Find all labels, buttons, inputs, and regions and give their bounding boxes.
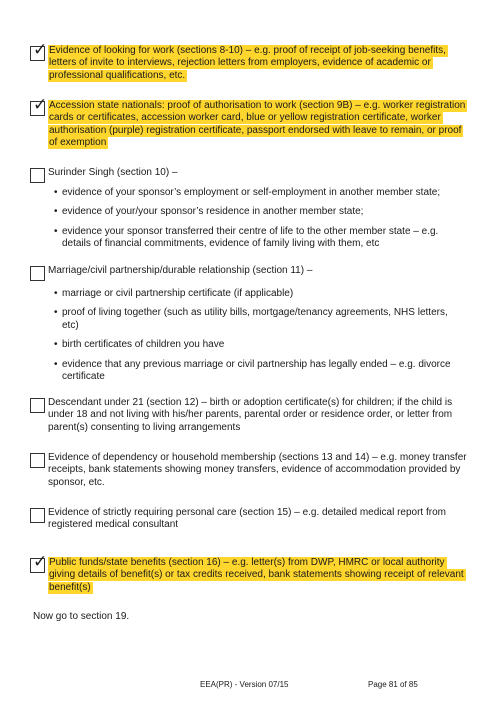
checkbox[interactable]	[30, 453, 45, 468]
list-item: • evidence of your/your sponsor’s residence in another member state;	[54, 206, 464, 218]
list-item: • evidence your sponsor transferred their centre of life to the other member state – e.g. details of financial commitments, evidence of family living with them, etc	[54, 226, 464, 251]
checkbox[interactable]	[30, 266, 45, 281]
item-text: Surinder Singh (section 10) –	[48, 167, 178, 178]
item-text: Accession state nationals: proof of authorisation to work (section 9B) – e.g. worker registration cards or certificates, accession worker card, blue or yellow registration certificate, worker authorisation (purple) registration certificate, passport endorsed with leave to remain, or proof of exemption	[49, 100, 466, 149]
footer-page-number: Page 81 of 85	[368, 680, 418, 689]
list-item: • proof of living together (such as utility bills, mortgage/tenancy agreements, NHS letters, etc)	[54, 307, 464, 332]
checkbox[interactable]	[30, 552, 48, 573]
item-text: Marriage/civil partnership/durable relationship (section 11) –	[48, 265, 313, 276]
checkbox[interactable]	[30, 508, 45, 523]
item-text: Evidence of strictly requiring personal care (section 15) – e.g. detailed medical report from registered medical consultant	[48, 507, 446, 531]
footer-version: EEA(PR) - Version 07/15	[200, 680, 289, 689]
list-item: • evidence of your sponsor’s employment or self-employment in another member state;	[54, 187, 464, 199]
checkbox[interactable]	[30, 95, 48, 116]
checkmark-icon: ✓	[33, 40, 48, 60]
item-text: Evidence of looking for work (sections 8-10) – e.g. proof of receipt of job-seeking benefits, letters of invite to interviews, rejection letters from employers, evidence of academic or professional qualifications, etc.	[49, 45, 446, 81]
checkbox[interactable]	[30, 398, 45, 413]
item-text: Public funds/state benefits (section 16) – e.g. letter(s) from DWP, HMRC or local authority giving details of benefit(s) or tax credits received, bank statements showing receipt of relevant benefit(s)	[49, 557, 464, 593]
next-section-instruction: Now go to section 19.	[33, 611, 130, 622]
item-text: Evidence of dependency or household membership (sections 13 and 14) – e.g. money transfer receipts, bank statements showing money transfers, evidence of accommodation provided by sponsor, etc.	[48, 452, 467, 488]
checkmark-icon: ✓	[33, 95, 48, 115]
bullet-list	[54, 288, 464, 390]
checkmark-icon: ✓	[33, 552, 48, 572]
list-item: • marriage or civil partnership certificate (if applicable)	[54, 288, 464, 300]
list-item: • birth certificates of children you have	[54, 339, 464, 351]
list-item: • evidence that any previous marriage or civil partnership has legally ended – e.g. divorce certificate	[54, 359, 464, 384]
item-text: Descendant under 21 (section 12) – birth or adoption certificate(s) for children; if the child is under 18 and not living with his/her parents, parental order or residence order, or letter from parent(s) consenting to living arrangements	[48, 397, 453, 433]
bullet-list	[54, 187, 464, 258]
checkbox[interactable]	[30, 40, 48, 61]
checkbox[interactable]	[30, 168, 45, 183]
